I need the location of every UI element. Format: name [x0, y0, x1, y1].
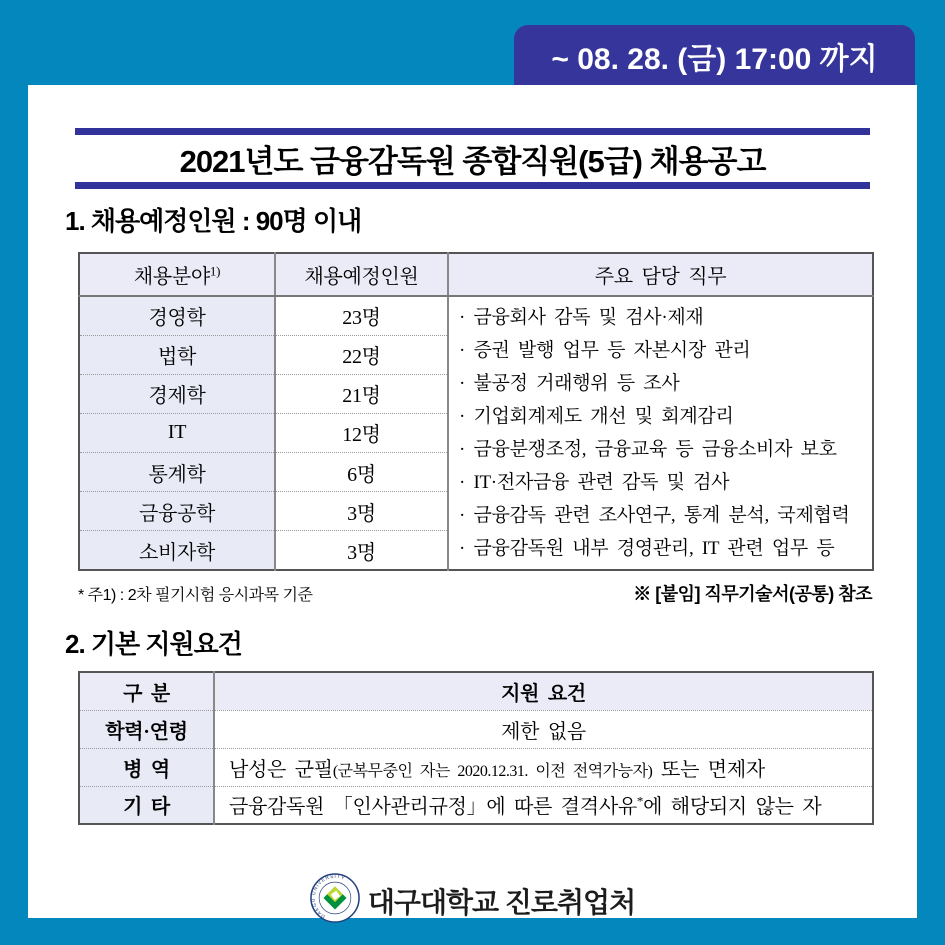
requirement-cell: 남성은 군필(군복무중인 자는 2020.12.31. 이전 전역가능자) 또는 면제자	[214, 748, 873, 786]
requirement-detail: (군복무중인 자는 2020.12.31. 이전 전역가능자)	[332, 762, 653, 780]
field-cell: 통계학	[79, 453, 275, 492]
count-cell: 22명	[275, 335, 448, 374]
title-block	[75, 128, 870, 189]
category-cell: 기 타	[79, 786, 214, 824]
table-row	[79, 296, 873, 335]
page-title: 2021년도 금융감독원 종합직원(5급) 채용공고	[179, 144, 766, 179]
svg-text:DAEGU UNIVERSITY: DAEGU UNIVERSITY	[311, 874, 346, 919]
table-row	[79, 748, 873, 786]
count-cell: 12명	[275, 413, 448, 452]
header-field: 채용분야$^{1)}$	[79, 253, 275, 296]
duty-item: · 금융감독 관련 조사연구, 통계 분석, 국제협력	[459, 505, 850, 526]
requirements-table	[78, 671, 874, 825]
table-header-row	[79, 253, 873, 296]
table-header-row	[79, 672, 873, 710]
recruitment-table	[78, 252, 874, 571]
daegu-university-logo-icon	[310, 873, 360, 928]
header-count: 채용예정인원	[275, 253, 448, 296]
footer	[28, 873, 917, 928]
requirement-cell: 금융감독원 「인사관리규정」에 따른 결격사유*에 해당되지 않는 자	[229, 793, 822, 819]
header-category: 구 분	[79, 672, 214, 710]
field-cell: 법학	[79, 335, 275, 374]
header-requirement: 지원 요건	[214, 672, 873, 710]
duty-item: · 금융회사 감독 및 검사·제재	[459, 307, 704, 328]
field-cell: 금융공학	[79, 492, 275, 531]
requirement-cell: 제한 없음	[214, 710, 873, 748]
title-rule-top	[75, 128, 870, 135]
footnote-basis: * 주1) : 2차 필기시험 응시과목 기준	[78, 587, 313, 604]
table-row	[79, 786, 873, 824]
count-cell: 21명	[275, 374, 448, 413]
footnote-marker: *	[636, 793, 644, 809]
field-cell: 소비자학	[79, 531, 275, 570]
header-duties: 주요 담당 직무	[448, 253, 873, 296]
duty-item: · 금융분쟁조정, 금융교육 등 금융소비자 보호	[459, 439, 837, 460]
footnote-attachment: ※ [붙임] 직무기술서(공통) 참조	[633, 584, 872, 604]
section1-heading: 1. 채용예정인원 : 90명 이내	[65, 206, 362, 236]
field-cell: IT	[79, 413, 275, 452]
section2-heading: 2. 기본 지원요건	[65, 629, 242, 659]
duty-item: · IT·전자금융 관련 감독 및 검사	[459, 472, 730, 493]
category-cell: 병 역	[79, 748, 214, 786]
count-cell: 6명	[275, 453, 448, 492]
count-cell: 3명	[275, 492, 448, 531]
duty-item: · 증권 발행 업무 등 자본시장 관리	[459, 340, 751, 361]
count-cell: 23명	[275, 296, 448, 335]
title-rule-bottom	[75, 182, 870, 189]
footer-org-name: 대구대학교 진로취업처	[367, 886, 636, 918]
deadline-banner	[514, 25, 915, 86]
field-cell: 경제학	[79, 374, 275, 413]
content-panel	[28, 85, 917, 918]
duty-item: · 불공정 거래행위 등 조사	[459, 373, 680, 394]
count-cell: 3명	[275, 531, 448, 570]
header-field-footnote-marker: 1)	[209, 263, 221, 279]
duties-cell	[448, 296, 873, 570]
duty-item: · 기업회계제도 개선 및 회계감리	[459, 406, 734, 427]
duty-item: · 금융감독원 내부 경영관리, IT 관련 업무 등	[459, 538, 835, 559]
field-cell: 경영학	[79, 296, 275, 335]
deadline-text: ~ 08. 28. (금) 17:00 까지	[551, 42, 878, 76]
category-cell: 학력·연령	[79, 710, 214, 748]
table-row	[79, 710, 873, 748]
table-footnotes	[78, 580, 872, 606]
